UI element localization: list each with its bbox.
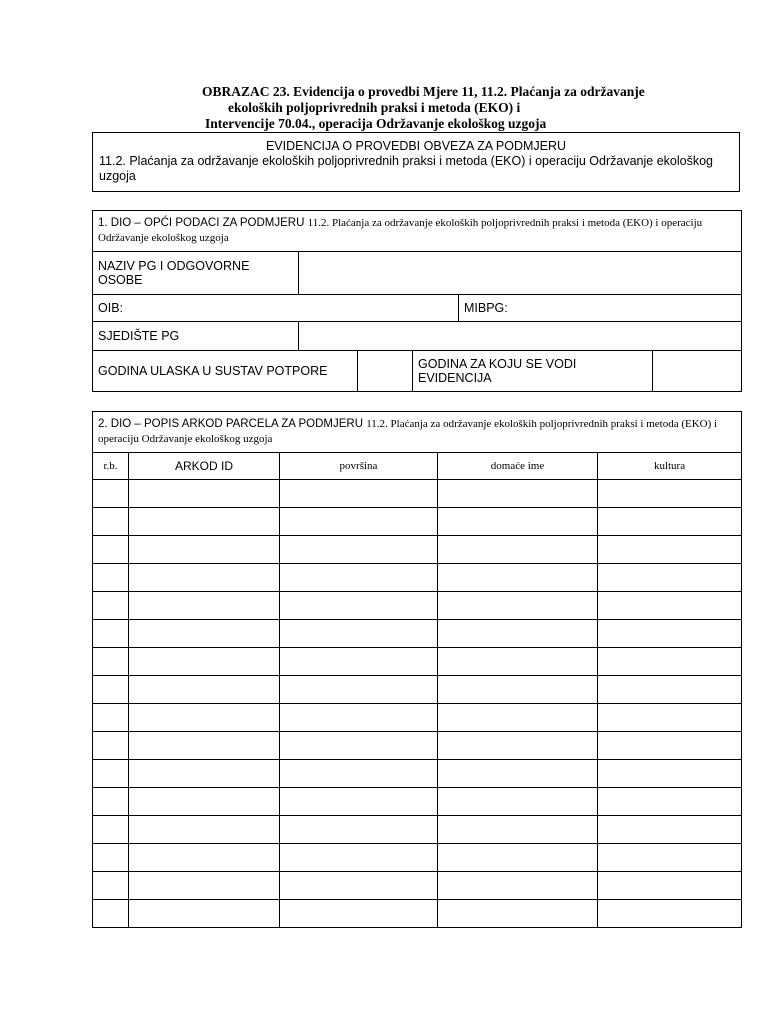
title-line-2: ekoloških poljoprivrednih praksi i metoda (EKO) i [228,100,521,115]
part1-heading-rest: 11.2. Plaćanja za održavanje ekoloških poljoprivrednih praksi i metoda (EKO) i operaciju Održavanje ekološkog uzgoja [98,217,703,244]
cell-domace-ime[interactable] [438,480,598,508]
mibpg-field[interactable] [459,295,742,322]
obligations-description: 11.2. Plaćanja za održavanje ekoloških poljoprivrednih praksi i metoda (EKO) i operaciju Održavanje ekološkog uzgoja [99,154,713,183]
cell-kultura[interactable] [598,480,742,508]
cell-domace-ime[interactable] [438,872,598,900]
cell-arkod-id[interactable] [129,872,280,900]
table-row [93,480,742,508]
cell-povrsina[interactable] [280,816,438,844]
cell-kultura[interactable] [598,788,742,816]
obligations-heading: EVIDENCIJA O PROVEDBI OBVEZA ZA PODMJERU [265,139,567,153]
cell-kultura[interactable] [598,872,742,900]
cell-domace-ime[interactable] [438,788,598,816]
godina-ulaska-label: GODINA ULASKA U SUSTAV POTPORE [93,351,358,392]
cell-domace-ime[interactable] [438,564,598,592]
cell-arkod-id[interactable] [129,536,280,564]
cell-domace-ime[interactable] [438,732,598,760]
general-data-table [92,210,742,392]
cell-rb[interactable] [93,732,129,760]
godina-evidencija-label: GODINA ZA KOJU SE VODI EVIDENCIJA [413,351,653,392]
cell-povrsina[interactable] [280,676,438,704]
table-row [93,732,742,760]
table-row [93,900,742,928]
cell-povrsina[interactable] [280,788,438,816]
cell-rb[interactable] [93,508,129,536]
cell-arkod-id[interactable] [129,592,280,620]
cell-arkod-id[interactable] [129,564,280,592]
cell-rb[interactable] [93,536,129,564]
part1-heading-prefix: 1. DIO – OPĆI PODACI ZA PODMJERU [98,217,305,229]
table-row [93,564,742,592]
oib-label: OIB: [98,301,124,315]
cell-kultura[interactable] [598,816,742,844]
table-row [93,788,742,816]
table-row [93,816,742,844]
cell-povrsina[interactable] [280,844,438,872]
naziv-label: NAZIV PG I ODGOVORNE OSOBE [93,252,299,295]
cell-kultura[interactable] [598,732,742,760]
cell-rb[interactable] [93,648,129,676]
cell-domace-ime[interactable] [438,676,598,704]
cell-domace-ime[interactable] [438,536,598,564]
godina-evidencija-field[interactable] [653,351,742,392]
cell-povrsina[interactable] [280,704,438,732]
cell-povrsina[interactable] [280,620,438,648]
cell-arkod-id[interactable] [129,620,280,648]
cell-povrsina[interactable] [280,872,438,900]
cell-kultura[interactable] [598,760,742,788]
cell-domace-ime[interactable] [438,844,598,872]
table-header-row [93,453,742,480]
cell-povrsina[interactable] [280,648,438,676]
mibpg-label: MIBPG: [464,301,508,315]
cell-rb[interactable] [93,592,129,620]
cell-arkod-id[interactable] [129,508,280,536]
cell-kultura[interactable] [598,648,742,676]
cell-povrsina[interactable] [280,536,438,564]
cell-domace-ime[interactable] [438,704,598,732]
cell-arkod-id[interactable] [129,480,280,508]
cell-kultura[interactable] [598,592,742,620]
cell-povrsina[interactable] [280,564,438,592]
cell-domace-ime[interactable] [438,620,598,648]
part2-heading [93,412,742,453]
table-row [93,648,742,676]
cell-domace-ime[interactable] [438,816,598,844]
cell-domace-ime[interactable] [438,648,598,676]
cell-arkod-id[interactable] [129,760,280,788]
table-row [93,592,742,620]
col-header-rb: r.b. [93,453,129,480]
cell-rb[interactable] [93,900,129,928]
col-header-arkod-id: ARKOD ID [129,453,280,480]
col-header-povrsina: površina [280,453,438,480]
table-row [93,676,742,704]
cell-domace-ime[interactable] [438,760,598,788]
cell-rb[interactable] [93,676,129,704]
oib-field[interactable] [93,295,459,322]
cell-rb[interactable] [93,788,129,816]
table-row [93,536,742,564]
table-row [93,508,742,536]
cell-arkod-id[interactable] [129,732,280,760]
cell-povrsina[interactable] [280,900,438,928]
cell-arkod-id[interactable] [129,900,280,928]
cell-domace-ime[interactable] [438,900,598,928]
cell-arkod-id[interactable] [129,788,280,816]
cell-kultura[interactable] [598,536,742,564]
cell-rb[interactable] [93,564,129,592]
cell-rb[interactable] [93,760,129,788]
table-row [93,760,742,788]
part1-heading [93,211,742,252]
cell-rb[interactable] [93,816,129,844]
cell-domace-ime[interactable] [438,508,598,536]
cell-povrsina[interactable] [280,592,438,620]
cell-povrsina[interactable] [280,732,438,760]
cell-rb[interactable] [93,480,129,508]
cell-arkod-id[interactable] [129,676,280,704]
form-title [0,84,768,132]
cell-arkod-id[interactable] [129,816,280,844]
cell-kultura[interactable] [598,844,742,872]
cell-arkod-id[interactable] [129,704,280,732]
cell-domace-ime[interactable] [438,592,598,620]
obligations-header-box [92,132,740,192]
sjediste-field[interactable] [299,322,742,351]
table-row [93,844,742,872]
part2-heading-rest: 11.2. Plaćanja za održavanje ekoloških poljoprivrednih praksi i metoda (EKO) i operaciju Održavanje ekološkog uzgoja [98,418,718,445]
cell-povrsina[interactable] [280,760,438,788]
table-row [93,620,742,648]
cell-rb[interactable] [93,844,129,872]
cell-rb[interactable] [93,872,129,900]
cell-rb[interactable] [93,620,129,648]
sjediste-label: SJEDIŠTE PG [93,322,299,351]
cell-arkod-id[interactable] [129,648,280,676]
title-line-3: Intervencije 70.04., operacija Održavanje ekološkog uzgoja [205,116,547,131]
cell-kultura[interactable] [598,900,742,928]
table-row [93,704,742,732]
cell-povrsina[interactable] [280,508,438,536]
part2-heading-prefix: 2. DIO – POPIS ARKOD PARCELA ZA PODMJERU [98,418,363,430]
col-header-kultura: kultura [598,453,742,480]
naziv-field[interactable] [299,252,742,295]
godina-ulaska-field[interactable] [358,351,413,392]
cell-kultura[interactable] [598,676,742,704]
cell-kultura[interactable] [598,508,742,536]
cell-povrsina[interactable] [280,480,438,508]
cell-kultura[interactable] [598,620,742,648]
col-header-domace-ime: domaće ime [438,453,598,480]
cell-kultura[interactable] [598,564,742,592]
title-line-1: OBRAZAC 23. Evidencija o provedbi Mjere 11, 11.2. Plaćanja za održavanje [202,84,645,99]
arkod-parcels-table [92,411,742,928]
cell-rb[interactable] [93,704,129,732]
cell-kultura[interactable] [598,704,742,732]
table-row [93,872,742,900]
cell-arkod-id[interactable] [129,844,280,872]
